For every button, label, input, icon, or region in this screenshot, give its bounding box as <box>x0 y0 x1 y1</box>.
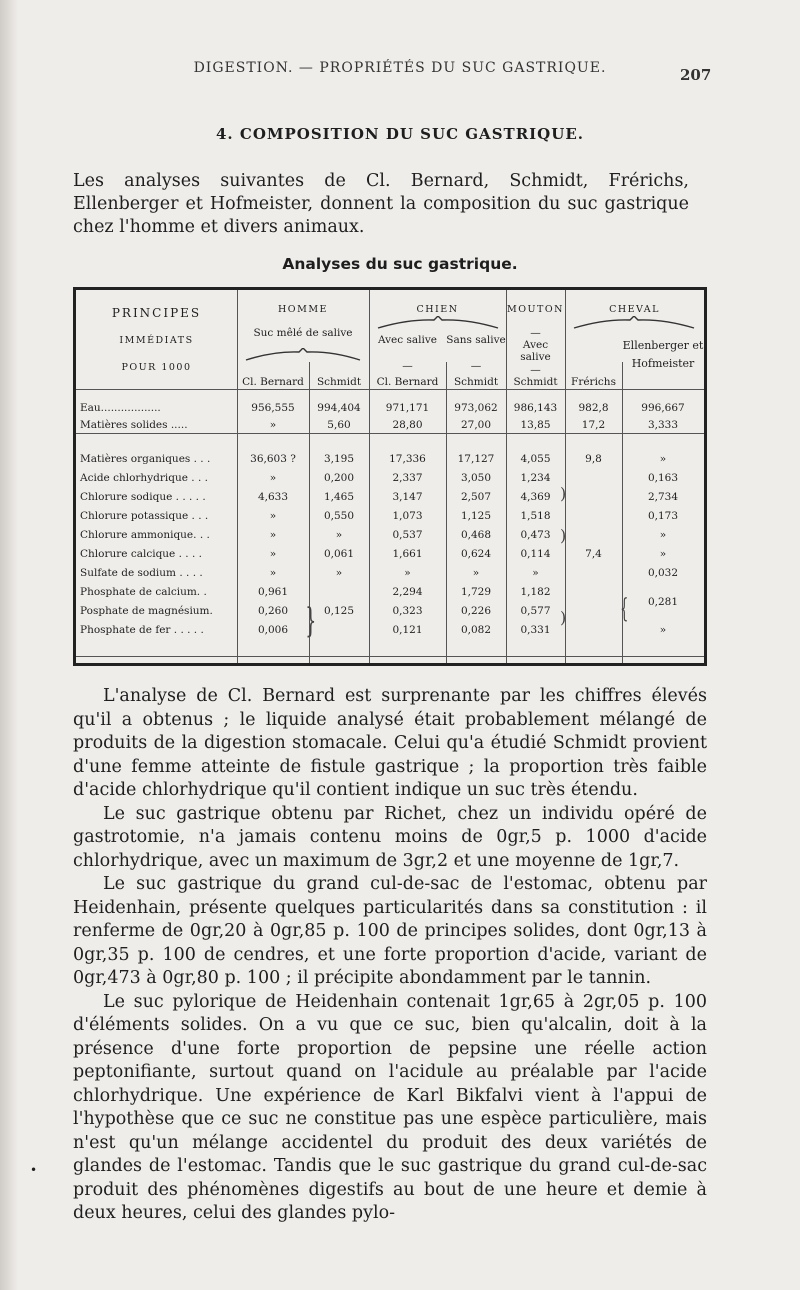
table-cell: 9,8 <box>585 453 602 465</box>
table-cell: 17,2 <box>581 419 606 431</box>
table-cell: 1,073 <box>392 510 423 522</box>
table-cell: 2,507 <box>460 491 492 503</box>
brace-ellenberger-icon: { <box>620 594 629 624</box>
table-cell: 0,163 <box>647 472 679 484</box>
table-cell: 0,550 <box>323 510 355 522</box>
header-mouton: MOUTON <box>507 304 564 315</box>
table-cell: 1,729 <box>460 586 492 598</box>
table-cell: 28,80 <box>392 419 423 431</box>
row-label: Sulfate de sodium . . . . <box>80 567 203 579</box>
intro-paragraph: Les analyses suivantes de Cl. Bernard, Schmidt, Frérichs, Ellenberger et Hofmeister, donnent la composition du suc gastrique chez l'homme et divers animaux. <box>73 171 689 237</box>
table-cell: 0,114 <box>520 548 551 560</box>
table-cell: » <box>269 510 277 522</box>
table-cell: 0,032 <box>647 567 679 579</box>
table-cell: 3,333 <box>647 419 679 431</box>
table-cell: 956,555 <box>251 402 295 414</box>
header-sans-salive: Sans salive <box>446 334 506 346</box>
header-homme: HOMME <box>278 304 328 315</box>
table-cell: 1,465 <box>323 491 355 503</box>
paragraph-4: Le suc pylorique de Heidenhain contenait 1gr,65 à 2gr,05 p. 100 d'éléments solides. On a vu que ce suc, bien qu'alcalin, doit à la présence d'une forte proportion de pepsine une réelle action peptonifiante, surtout quand on l'acidule au préalable par l'acide chlorhydrique. Une expérience de Karl Bikfalvi vient à l'appui de l'hypothèse que ce suc ne constitue pas une espèce particulière, mais n'est qu'un mélange accidentel du produit des deux variétés de glandes de l'estomac. Tandis que le suc gastrique du grand cul-de-sac produit des phénomènes digestifs au bout de une heure et demie à deux heures, celui des glandes pylo- <box>73 991 707 1223</box>
col-cheval-frerichs: Frérichs <box>571 376 616 388</box>
table-cell: 0,323 <box>392 605 423 617</box>
row-label: Chlorure potassique . . . <box>80 510 209 522</box>
table-cell: 0,260 <box>257 605 289 617</box>
table-cell: » <box>269 548 277 560</box>
table-cell: » <box>659 453 667 465</box>
table-cell: 36,603 ? <box>250 453 296 465</box>
table-cell: 0,082 <box>460 624 492 636</box>
table-cell: 0,226 <box>460 605 492 617</box>
body-text <box>73 685 707 1226</box>
table-cell: 0,468 <box>460 529 492 541</box>
table-cell: 0,006 <box>257 624 289 636</box>
header-cheval: CHEVAL <box>609 304 660 315</box>
col-homme-bernard: Cl. Bernard <box>242 376 304 388</box>
table-cell: 0,961 <box>257 586 289 598</box>
group-rule <box>76 433 704 434</box>
page-gutter-shade <box>0 0 18 1290</box>
table-cell: 982,8 <box>578 402 609 414</box>
table-cell: » <box>659 548 667 560</box>
row-label: Phosphate de fer . . . . . <box>80 624 204 636</box>
bottom-rule <box>76 656 704 657</box>
header-rule <box>76 389 704 390</box>
col-homme-schmidt: Schmidt <box>316 376 362 388</box>
table-cell: 5,60 <box>327 419 351 431</box>
table-cell: 0,331 <box>520 624 551 636</box>
table-cell: 0,121 <box>392 624 423 636</box>
row-label: Posphate de magnésium. <box>80 605 213 617</box>
row-label: Chlorure sodique . . . . . <box>80 491 206 503</box>
brace-homme-icon <box>244 348 362 362</box>
table-cell: » <box>659 624 667 636</box>
header-dash: — <box>530 364 541 376</box>
table-cell: 0,125 <box>323 605 355 617</box>
table-cell: 4,369 <box>520 491 551 503</box>
table-cell: » <box>335 567 343 579</box>
table-cell: 2,294 <box>392 586 423 598</box>
page-number: 207 <box>680 66 712 84</box>
row-label: Acide chlorhydrique . . . <box>80 472 208 484</box>
table-cell: 7,4 <box>585 548 602 560</box>
table-cell: 4,633 <box>257 491 289 503</box>
brace-right-icon: ) <box>560 484 567 503</box>
table-cell: 2,734 <box>647 491 679 503</box>
table-cell: 3,050 <box>460 472 492 484</box>
table-cell: 3,195 <box>323 453 355 465</box>
table-cell: 0,577 <box>520 605 551 617</box>
table-cell: » <box>269 529 277 541</box>
header-dash: — <box>402 360 413 372</box>
table-cell: 994,404 <box>317 402 361 414</box>
table-cell: 1,125 <box>460 510 492 522</box>
table-cell: » <box>335 529 343 541</box>
table-cell: 1,182 <box>520 586 551 598</box>
table-cell: 0,281 <box>647 596 679 608</box>
table-cell: 1,661 <box>392 548 423 560</box>
header-avec-salive: Avec salive <box>377 334 438 346</box>
table-cell: 13,85 <box>520 419 551 431</box>
analysis-table <box>73 287 707 666</box>
header-dash: — <box>470 360 482 372</box>
header-chien: CHIEN <box>416 304 459 315</box>
brace-right-icon: ) <box>560 526 567 545</box>
col-mouton-schmidt: Schmidt <box>513 376 558 388</box>
paragraph-3: Le suc gastrique du grand cul-de-sac de l'estomac, obtenu par Heidenhain, présente quelques particularités dans sa constitution : il renferme de 0gr,20 à 0gr,85 p. 100 de principes solides, dont 0gr,13 à 0gr,35 p. 100 de cendres, et une forte proportion d'acide, variant de 0gr,473 à 0gr,80 p. 100 ; il précipite abondamment par le tannin. <box>73 874 707 988</box>
brace-right-icon: ) <box>560 608 567 627</box>
row-label: Chlorure ammonique. . . <box>80 529 210 541</box>
header-pour-1000: POUR 1000 <box>121 362 192 373</box>
col-cheval-ellenberger: Ellenberger et Hofmeister <box>622 339 704 370</box>
table-cell: » <box>472 567 480 579</box>
table-caption: Analyses du suc gastrique. <box>282 255 518 273</box>
table-cell: 0,173 <box>647 510 679 522</box>
header-immediats: IMMÉDIATS <box>119 335 194 346</box>
row-label: Phosphate de calcium. . <box>80 586 207 598</box>
table-cell: » <box>659 529 667 541</box>
table-cell: 0,473 <box>520 529 551 541</box>
table-cell: 1,234 <box>520 472 551 484</box>
running-head: DIGESTION. — PROPRIÉTÉS DU SUC GASTRIQUE. <box>193 60 607 76</box>
brace-cheval-icon <box>572 316 696 330</box>
col-chien-bernard: Cl. Bernard <box>376 376 439 388</box>
brace-chien-icon <box>376 316 500 330</box>
header-mouton-dash: — <box>530 327 541 339</box>
row-label: Matières organiques . . . <box>80 453 211 465</box>
table-cell: 1,518 <box>520 510 551 522</box>
table-cell: 0,537 <box>392 529 423 541</box>
table-cell: » <box>269 419 277 431</box>
table-cell: 4,055 <box>520 453 551 465</box>
table-cell: 973,062 <box>454 402 498 414</box>
table-cell: 996,667 <box>641 402 685 414</box>
table-cell: » <box>404 567 411 579</box>
row-label: Chlorure calcique . . . . <box>80 548 202 560</box>
table-cell: 3,147 <box>392 491 423 503</box>
table-cell: 971,171 <box>385 402 430 414</box>
brace-schmidt-icon: } <box>305 601 317 641</box>
table-cell: 27,00 <box>460 419 492 431</box>
table-cell: » <box>532 567 539 579</box>
table-cell: 986,143 <box>513 402 558 414</box>
table-cell: 2,337 <box>392 472 423 484</box>
table-cell: 0,061 <box>323 548 355 560</box>
header-homme-sub: Suc mêlé de salive <box>253 327 353 339</box>
table-cell: » <box>269 472 277 484</box>
row-label: Matières solides ..... <box>80 419 188 431</box>
section-title: 4. COMPOSITION DU SUC GASTRIQUE. <box>216 125 584 143</box>
col-chien-schmidt: Schmidt <box>453 376 499 388</box>
row-label: Eau.................. <box>80 402 161 414</box>
header-principes: PRINCIPES <box>111 306 202 320</box>
table-cell: 0,624 <box>460 548 492 560</box>
table-cell: 17,127 <box>457 453 495 465</box>
table-cell: 0,200 <box>323 472 355 484</box>
paragraph-1: L'analyse de Cl. Bernard est surprenante par les chiffres élevés qu'il a obtenus ; le liquide analysé était probablement mélangé de produits de la digestion stomacale. Celui qu'a étudié Schmidt provient d'une femme atteinte de fistule gastrique ; la proportion très faible d'acide chlorhydrique qu'il contient indique un suc très étendu. <box>73 686 707 800</box>
table-cell: » <box>269 567 277 579</box>
paragraph-2: Le suc gastrique obtenu par Richet, chez un individu opéré de gastrotomie, n'a jamais contenu moins de 0gr,5 p. 1000 d'acide chlorhydrique, avec un maximum de 3gr,2 et une moyenne de 1gr,7. <box>73 803 707 871</box>
margin-bullet: • <box>30 1163 38 1177</box>
table-cell: 17,336 <box>389 453 426 465</box>
header-avec-salive-mouton: Avec salive <box>520 339 551 363</box>
